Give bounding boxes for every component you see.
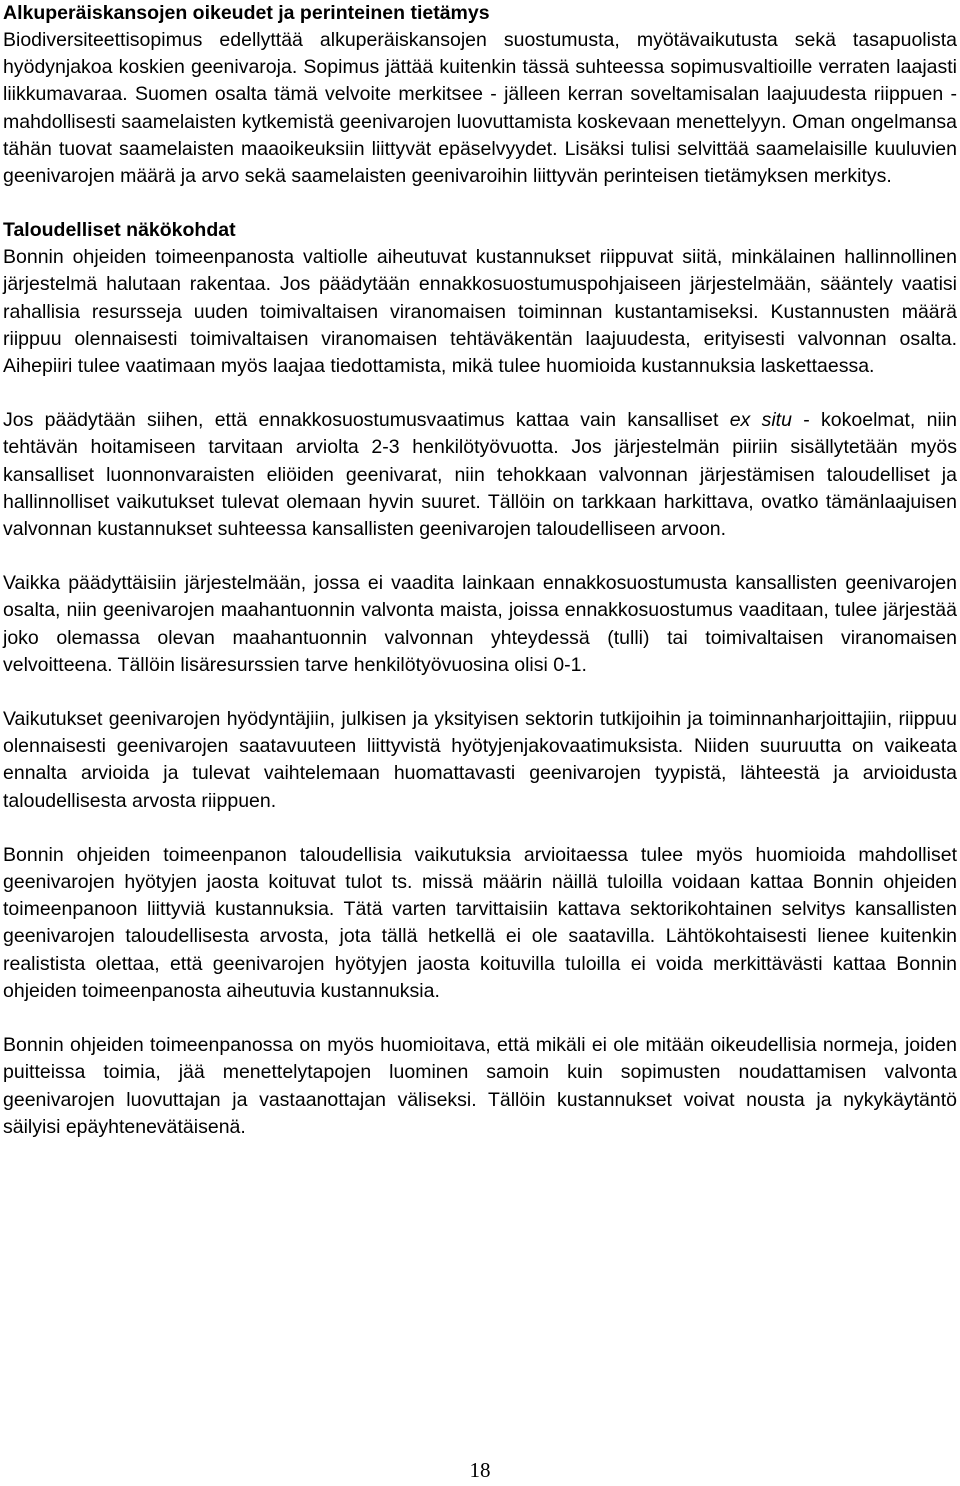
- paragraph-indigenous-rights: Biodiversiteettisopimus edellyttää alkuperäiskansojen suostumusta, myötävaikutusta sekä tasapuolista hyödynjakoa koskien geenivaroja. Sopimus jättää kuitenkin tässä suhteessa sopimusvaltioille verraten laajasti liikkumavaraa. Suomen osalta tämä velvoite merkitsee - jälleen kerran soveltamisalan laajuudesta riippuen - mahdollisesti saamelaisten kytkemistä geenivarojen luovuttamista koskevaan menettelyyn. Oman ongelmansa tähän tuovat saamelaisten maaoikeuksiin liittyvät epäselvyydet. Lisäksi tulisi selvittää saamelaisille kuuluvien geenivarojen määrä ja arvo sekä saamelaisten geenivaroihin liittyvän perinteisen tietämyksen merkitys.: [3, 29, 957, 188]
- spacer: [3, 543, 957, 570]
- spacer: [3, 1005, 957, 1032]
- paragraph-economic-2-start: Jos päädytään siihen, että ennakkosuostumusvaatimus kattaa vain kansalliset: [3, 409, 730, 432]
- spacer: [3, 190, 957, 217]
- paragraph-economic-4: Vaikutukset geenivarojen hyödyntäjiin, julkisen ja yksityisen sektorin tutkijoihin ja toiminnanharjoittajiin, riippuu olennaisesti geenivarojen saatavuuteen liittyvistä hyötyjenjakovaatimuksista. Niiden suuruutta on vaikeata ennalta arvioida ja tulevat vaihtelemaan huomattavasti geenivarojen tyypistä, lähteestä ja arvioidusta taloudellisesta arvosta riippuen.: [3, 708, 957, 812]
- paragraph-economic-3: Vaikka päädyttäisiin järjestelmään, jossa ei vaadita lainkaan ennakkosuostumusta kansallisten geenivarojen osalta, niin geenivarojen maahantuonnin valvonta maista, joissa ennakkosuostumus vaaditaan, tulee järjestää joko olemassa olevan maahantuonnin valvonnan yhteydessä (tulli) tai toimivaltaisen viranomaisen velvoitteena. Tällöin lisäresurssien tarve henkilötyövuosina olisi 0-1.: [3, 572, 957, 676]
- paragraph-economic-2-end: - kokoelmat, niin tehtävän hoitamiseen tarvitaan arviolta 2-3 henkilötyövuotta. Jos järjestelmän piiriin sisällytetään myös kansalliset luonnonvaraisten eliöiden geenivarat, niin tehokkaan valvonnan järjestämisen taloudelliset ja hallinnolliset vaikutukset tulevat olemaan hyvin suuret. Tällöin on tarkkaan harkittava, ovatko tämänlaajuisen valvonnan kustannukset suhteessa kansallisten geenivarojen taloudelliseen arvoon.: [3, 409, 957, 541]
- paragraph-economic-6: Bonnin ohjeiden toimeenpanossa on myös huomioitava, että mikäli ei ole mitään oikeudellisia normeja, joiden puitteissa toimia, jää menettelytapojen luominen samoin kuin sopimusten noudattamisen valvonta geenivarojen luovuttajan ja vastaanottajan väliseksi. Tällöin kustannukset voivat nousta ja nykykäytäntö säilyisi epäyhtenevätäisenä.: [3, 1034, 957, 1138]
- section-heading-economic-aspects: Taloudelliset näkökohdat: [3, 219, 236, 242]
- paragraph-economic-2-italic: ex situ: [729, 409, 792, 432]
- spacer: [3, 380, 957, 407]
- section-heading-indigenous-rights: Alkuperäiskansojen oikeudet ja perinteinen tietämys: [3, 2, 490, 24]
- document-page: [3, 0, 957, 1141]
- paragraph-economic-1: Bonnin ohjeiden toimeenpanosta valtiolle aiheutuvat kustannukset riippuvat siitä, minkälainen hallinnollinen järjestelmä halutaan rakentaa. Jos päädytään ennakkosuostumuspohjaiseen järjestelmään, sääntely vaatisi rahallisia resursseja uuden toimivaltaisen viranomaisen toiminnan kustantamiseksi. Kustannusten määrä riippuu olennaisesti toimivaltaisen viranomaisen tehtäväkentän laajuudesta, erityisesti valvonnan osalta. Aihepiiri tulee vaatimaan myös laajaa tiedottamista, mikä tulee huomioida kustannuksia laskettaessa.: [3, 246, 957, 378]
- spacer: [3, 815, 957, 842]
- paragraph-economic-2: [3, 407, 957, 543]
- paragraph-economic-5: Bonnin ohjeiden toimeenpanon taloudellisia vaikutuksia arvioitaessa tulee myös huomioida mahdolliset geenivarojen hyötyjen jaosta koituvat tulot ts. missä määrin näillä tuloilla voidaan kattaa Bonnin ohjeiden toimeenpanoon liittyviä kustannuksia. Tätä varten tarvittaisiin kattava sektorikohtainen selvitys kansallisten geenivarojen taloudellisesta arvosta, jota tällä hetkellä ei ole saatavilla. Lähtökohtaisesti lienee kuitenkin realistista olettaa, että geenivarojen hyötyjen jaosta koituvilla tuloilla ei voida merkittävästi kattaa Bonnin ohjeiden toimeenpanosta aiheutuvia kustannuksia.: [3, 843, 957, 1002]
- page-number: 18: [469, 1458, 491, 1482]
- spacer: [3, 679, 957, 706]
